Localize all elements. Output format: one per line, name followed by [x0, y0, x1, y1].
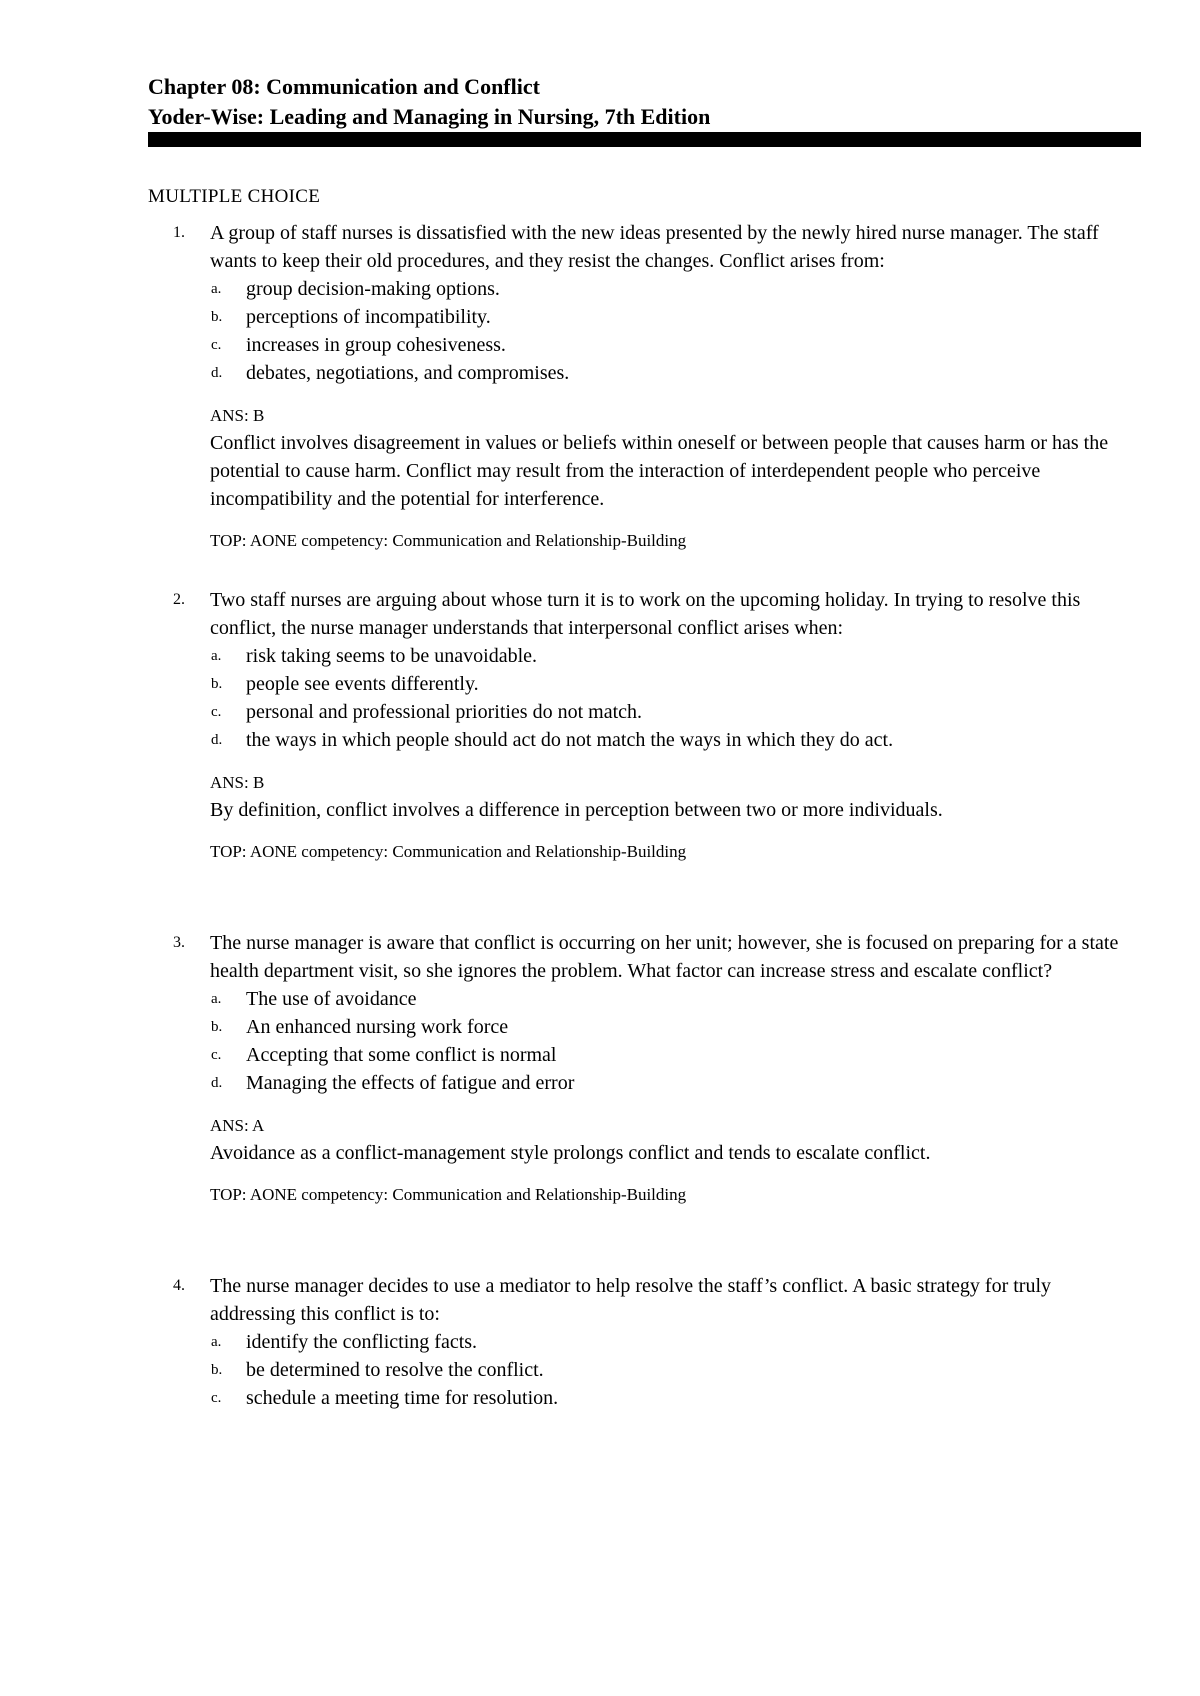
option-c: [148, 698, 1138, 726]
option-text: be determined to resolve the conflict.: [246, 1359, 544, 1381]
question-text: The nurse manager is aware that conflict is occurring on her unit; however, she is focused on preparing for a state health department visit, so she ignores the problem. What factor can increase stress and escalate conflict?: [210, 932, 1119, 982]
option-letter: d.: [211, 1075, 223, 1091]
rationale: Conflict involves disagreement in values or beliefs within oneself or between people that causes harm or has the potential to cause harm. Conflict may result from the interaction of interdependent people who perceive incompatibility and the potential for interference.: [210, 432, 1109, 510]
option-letter: a.: [211, 281, 222, 297]
option-text: risk taking seems to be unavoidable.: [246, 645, 538, 667]
option-text: people see events differently.: [246, 673, 479, 695]
option-text: group decision-making options.: [246, 278, 500, 300]
answer-key: ANS: B: [210, 406, 265, 425]
option-list: [148, 1328, 1138, 1412]
topic-line: TOP: AONE competency: Communication and Relationship-Building: [210, 842, 687, 861]
option-text: schedule a meeting time for resolution.: [246, 1387, 559, 1409]
question-4: [148, 1272, 1138, 1412]
answer-block: [148, 1113, 1138, 1167]
option-a: [148, 985, 1138, 1013]
option-text: personal and professional priorities do not match.: [246, 701, 643, 723]
question-text: A group of staff nurses is dissatisfied with the new ideas presented by the newly hired nurse manager. The staff wants to keep their old procedures, and they resist the changes. Conflict arises from:: [210, 222, 1099, 272]
header-divider: [148, 132, 1141, 147]
question-stem: [148, 929, 1138, 985]
option-letter: c.: [211, 704, 222, 720]
option-d: [148, 726, 1138, 754]
question-2: [148, 586, 1138, 864]
question-text: The nurse manager decides to use a mediator to help resolve the staff’s conflict. A basic strategy for truly addressing this conflict is to:: [210, 1275, 1052, 1325]
option-text: increases in group cohesiveness.: [246, 334, 506, 356]
question-number: 3.: [173, 934, 185, 951]
rationale: By definition, conflict involves a difference in perception between two or more individuals.: [210, 799, 943, 821]
question-stem: [148, 586, 1138, 642]
question-text: Two staff nurses are arguing about whose turn it is to work on the upcoming holiday. In trying to resolve this conflict, the nurse manager understands that interpersonal conflict arises when:: [210, 589, 1081, 639]
topic-line: TOP: AONE competency: Communication and Relationship-Building: [210, 1185, 687, 1204]
book-title: Yoder-Wise: Leading and Managing in Nursing, 7th Edition: [148, 104, 711, 129]
answer-block: [148, 770, 1138, 824]
question-number: 4.: [173, 1277, 185, 1294]
option-letter: a.: [211, 1334, 222, 1350]
question-stem: [148, 219, 1138, 275]
option-b: [148, 670, 1138, 698]
option-letter: b.: [211, 1019, 223, 1035]
option-c: [148, 1041, 1138, 1069]
option-letter: a.: [211, 991, 222, 1007]
question-number: 2.: [173, 591, 185, 608]
option-list: [148, 275, 1138, 387]
option-c: [148, 331, 1138, 359]
option-letter: c.: [211, 1390, 222, 1406]
rationale: Avoidance as a conflict-management style prolongs conflict and tends to escalate conflict.: [210, 1142, 931, 1164]
answer-key: ANS: A: [210, 1116, 265, 1135]
option-c: [148, 1384, 1138, 1412]
option-text: Managing the effects of fatigue and error: [246, 1072, 575, 1094]
option-d: [148, 359, 1138, 387]
option-text: Accepting that some conflict is normal: [246, 1044, 557, 1066]
question-number: 1.: [173, 224, 185, 241]
answer-key: ANS: B: [210, 773, 265, 792]
question-stem: [148, 1272, 1138, 1328]
question-3: [148, 929, 1138, 1207]
option-d: [148, 1069, 1138, 1097]
option-a: [148, 642, 1138, 670]
section-title: MULTIPLE CHOICE: [148, 186, 321, 207]
option-b: [148, 1356, 1138, 1384]
option-text: the ways in which people should act do not match the ways in which they do act.: [246, 729, 894, 751]
option-text: The use of avoidance: [246, 988, 417, 1010]
option-text: debates, negotiations, and compromises.: [246, 362, 570, 384]
option-letter: d.: [211, 365, 223, 381]
option-letter: b.: [211, 309, 223, 325]
option-text: perceptions of incompatibility.: [246, 306, 491, 328]
option-letter: b.: [211, 1362, 223, 1378]
option-letter: d.: [211, 732, 223, 748]
chapter-title: Chapter 08: Communication and Conflict: [148, 74, 540, 99]
option-letter: a.: [211, 648, 222, 664]
document-header: [148, 72, 1141, 147]
option-letter: c.: [211, 337, 222, 353]
option-letter: b.: [211, 676, 223, 692]
option-list: [148, 985, 1138, 1097]
option-text: identify the conflicting facts.: [246, 1331, 478, 1353]
option-list: [148, 642, 1138, 754]
topic-line: TOP: AONE competency: Communication and Relationship-Building: [210, 531, 687, 550]
option-a: [148, 1328, 1138, 1356]
option-a: [148, 275, 1138, 303]
option-text: An enhanced nursing work force: [246, 1016, 509, 1038]
question-1: [148, 219, 1138, 553]
option-b: [148, 1013, 1138, 1041]
option-b: [148, 303, 1138, 331]
option-letter: c.: [211, 1047, 222, 1063]
answer-block: [148, 403, 1138, 513]
